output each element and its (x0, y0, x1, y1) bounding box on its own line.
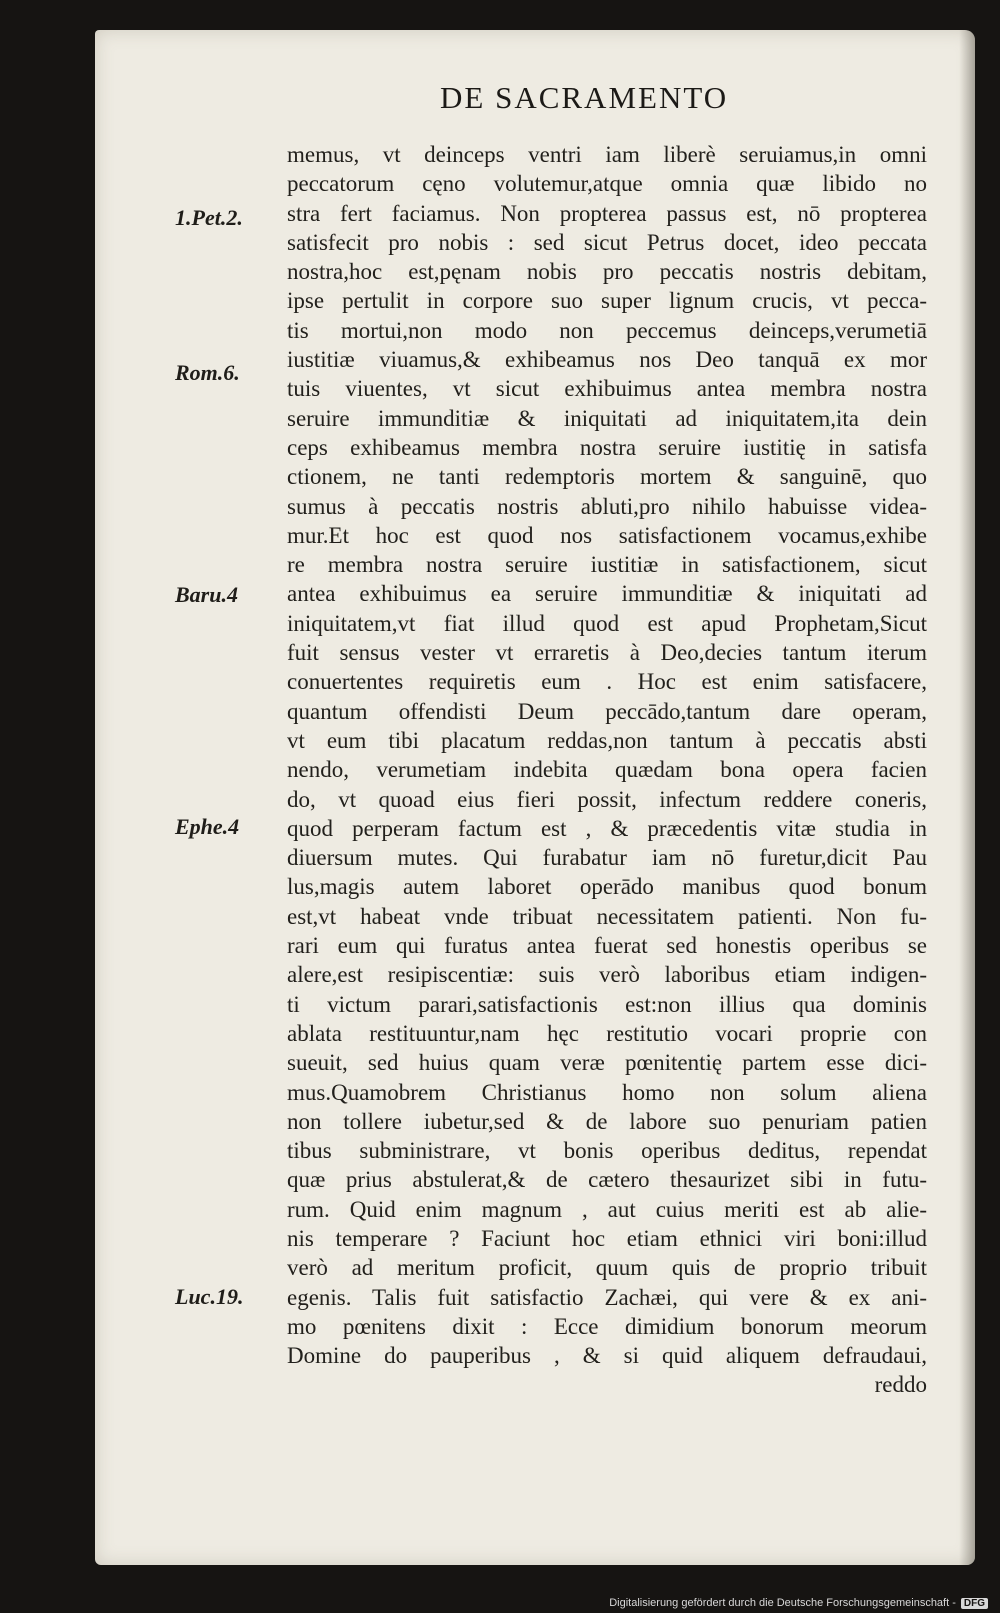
digitization-footer (609, 1597, 988, 1609)
text-line: ti victum parari,satisfactionis est:non illius qua dominis (287, 991, 927, 1017)
text-line: re membra nostra seruire iustitiæ in satisfactionem, sicut (287, 552, 927, 578)
text-line: sumus à peccatis nostris abluti,pro nihilo habuisse videa- (287, 493, 927, 519)
text-line: do, vt quoad eius fieri possit, infectum reddere coneris, (287, 786, 927, 812)
text-line: nis temperare ? Faciunt hoc etiam ethnici viri boni:illud (287, 1225, 927, 1251)
margin-note: Luc.19. (175, 1284, 244, 1309)
text-line: vt eum tibi placatum reddas,non tantum à peccatis absti (287, 727, 927, 753)
text-line: non tollere iubetur,sed & de labore suo penuriam patien (287, 1108, 927, 1134)
text-line: seruire immunditiæ & iniquitati ad iniquitatem,ita dein (287, 405, 927, 431)
margin-note: 1.Pet.2. (175, 205, 243, 230)
text-line: tibus subministrare, vt bonis operibus deditus, rependat (287, 1138, 927, 1164)
text-line: rum. Quid enim magnum , aut cuius meriti est ab alie- (287, 1196, 927, 1222)
text-line: egenis. Talis fuit satisfactio Zachæi, qui vere & ex ani- (287, 1284, 927, 1310)
text-line: alere,est resipiscentiæ: suis verò laboribus etiam indigen- (287, 962, 927, 988)
text-line: lus,magis autem laboret operādo manibus quod bonum (287, 874, 927, 900)
text-line: ctionem, ne tanti redemptoris mortem & sanguinē, quo (287, 464, 927, 490)
margin-note: Ephe.4 (175, 814, 240, 839)
text-line: est,vt habeat vnde tribuat necessitatem patienti. Non fu- (287, 903, 927, 929)
dfg-logo: DFG (961, 1598, 988, 1609)
book-page (95, 30, 975, 1565)
text-line: ipse pertulit in corpore suo super lignum crucis, vt pecca- (287, 288, 927, 314)
text-line: verò ad meritum proficit, quum quis de proprio tribuit (287, 1255, 927, 1281)
text-line: ablata restituuntur,nam hęc restitutio vocari proprie con (287, 1020, 927, 1046)
text-line: iniquitatem,vt fiat illud quod est apud Prophetam,Sicut (287, 610, 927, 636)
text-line: memus, vt deinceps ventri iam liberè seruiamus,in omni (287, 142, 927, 167)
text-line: nostra,hoc est,pęnam nobis pro peccatis nostris debitam, (287, 259, 927, 285)
text-line: nendo, verumetiam indebita quædam bona opera facien (287, 757, 927, 783)
margin-note: Baru.4 (175, 582, 238, 607)
text-line: stra fert faciamus. Non propterea passus est, nō propterea (287, 200, 927, 226)
text-line: peccatorum cęno volutemur,atque omnia quæ libido no (287, 171, 927, 197)
text-line: iustitiæ viuamus,& exhibeamus nos Deo tanquā ex mor (287, 347, 927, 373)
text-line: fuit sensus vester vt erraretis à Deo,decies tantum iterum (287, 640, 927, 666)
text-line: ceps exhibeamus membra nostra seruire iustitię in satisfa (287, 434, 927, 460)
text-line: tuis viuentes, vt sicut exhibuimus antea membra nostra (287, 376, 927, 402)
text-line: quæ prius abstulerat,& de cætero thesaurizet sibi in futu- (287, 1167, 927, 1193)
text-line: satisfecit pro nobis : sed sicut Petrus docet, ideo peccata (287, 229, 927, 255)
text-line: diuersum mutes. Qui furabatur iam nō furetur,dicit Pau (287, 845, 927, 871)
text-line: rari eum qui furatus antea fuerat sed honestis operibus se (287, 933, 927, 959)
text-line: tis mortui,non modo non peccemus deinceps,verumetiā (287, 317, 927, 343)
text-line: quod perperam factum est , & præcedentis vitæ studia in (287, 815, 927, 841)
margin-note: Rom.6. (175, 360, 240, 385)
body-text (287, 140, 927, 1400)
text-line: mus.Quamobrem Christianus homo non solum aliena (287, 1079, 927, 1105)
text-line: antea exhibuimus ea seruire immunditiæ & iniquitati ad (287, 581, 927, 607)
running-header: DE SACRAMENTO (440, 80, 729, 115)
text-line: quantum offendisti Deum peccādo,tantum dare operam, (287, 698, 927, 724)
text-line: reddo (874, 1372, 927, 1398)
text-line: sueuit, sed huius quam veræ pœnitentię partem esse dici- (287, 1050, 927, 1076)
footer-text: Digitalisierung gefördert durch die Deutsche Forschungsgemeinschaft - (609, 1597, 956, 1609)
text-line: mo pœnitens dixit : Ecce dimidium bonorum meorum (287, 1313, 927, 1339)
text-line: mur.Et hoc est quod nos satisfactionem vocamus,exhibe (287, 522, 927, 548)
text-line: Domine do pauperibus , & si quid aliquem defraudaui, (287, 1343, 927, 1369)
text-line: conuertentes requiretis eum . Hoc est enim satisfacere, (287, 669, 927, 695)
